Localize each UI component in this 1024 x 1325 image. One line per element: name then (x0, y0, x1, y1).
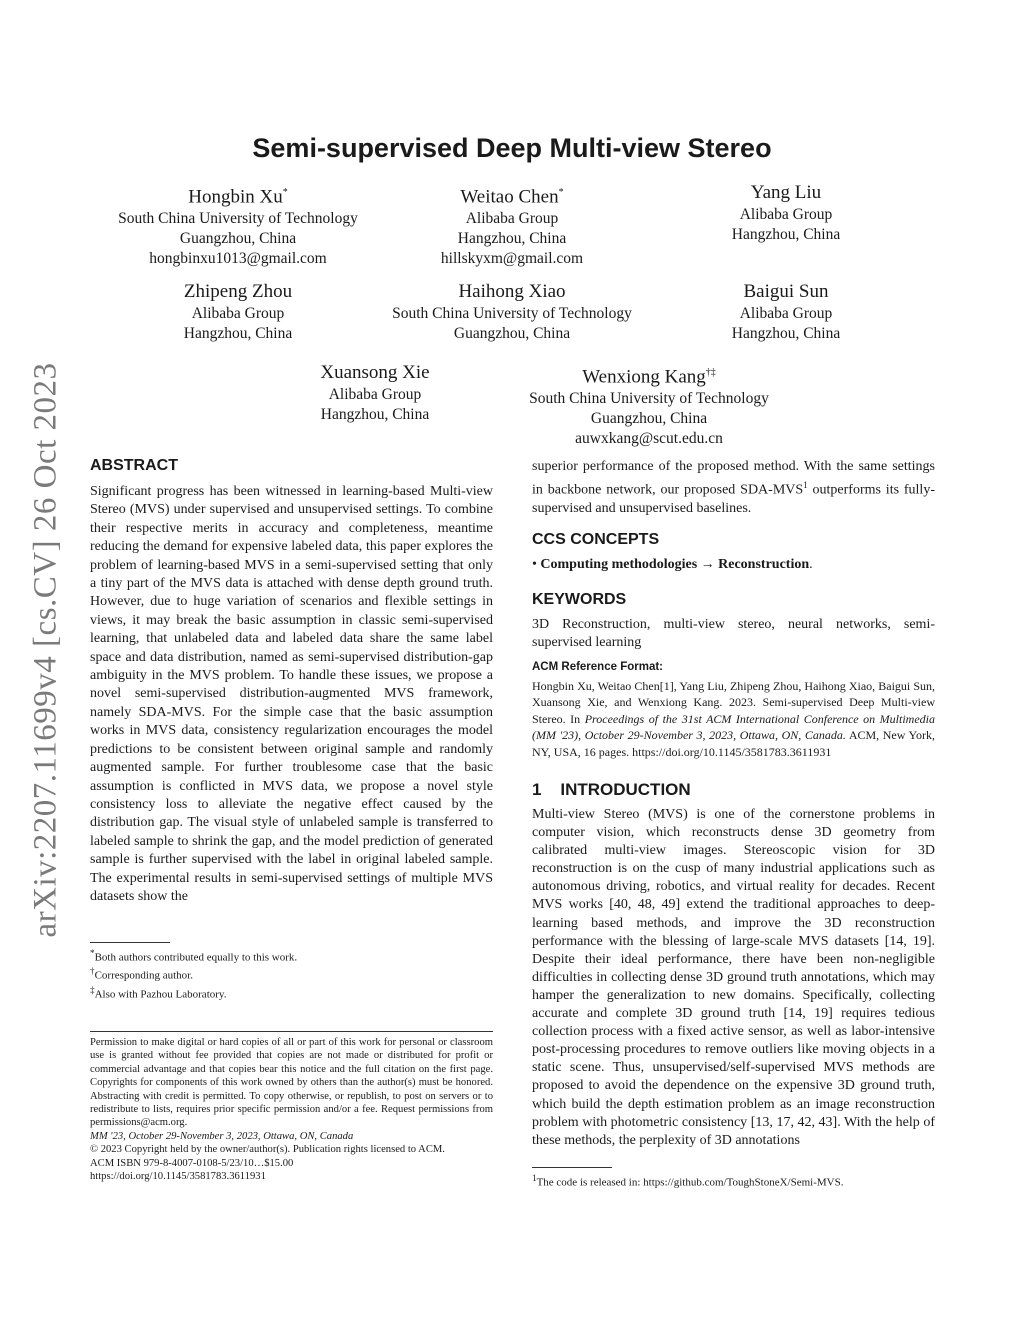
author-block (362, 181, 662, 269)
permission-rule (90, 1031, 493, 1032)
acm-ref-text: Hongbin Xu, Weitao Chen[1], Yang Liu, Zhipeng Zhou, Haihong Xiao, Baigui Sun, Xuansong Xie, and Wenxiong Kang. 2023. Semi-supervised Deep Multi-view Stereo. In Proceedings of the 31st ACM International Conference on Multimedia (MM '23), October 29-November 3, 2023, Ottawa, ON, Canada. ACM, New York, NY, USA, 16 pages. https://doi.org/10.1145/3581783.3611931 (532, 679, 935, 759)
permission-doi[interactable]: https://doi.org/10.1145/3581783.3611931 (90, 1171, 266, 1183)
author-name: Hongbin Xu* (188, 186, 288, 208)
footnote-right: $^1$The code is released in: https://github.com/ToughStoneX/Semi-MVS. (532, 1173, 844, 1189)
author-name: Yang Liu (750, 182, 822, 203)
author-block (636, 280, 936, 344)
author-affiliation: South China University of Technology (118, 210, 358, 228)
author-block (88, 280, 388, 344)
paper-title: Semi-supervised Deep Multi-view Stereo (252, 133, 772, 163)
author-affiliation: Alibaba Group (191, 305, 285, 322)
footnote-rule (90, 942, 170, 943)
author-affiliation: Alibaba Group (739, 305, 833, 322)
author-name: Wenxiong Kang†‡ (582, 366, 716, 388)
footnote: ‡Also with Pazhou Laboratory. (90, 984, 227, 1001)
permission-isbn: ACM ISBN 979-8-4007-0108-5/23/10…$15.00 (90, 1157, 294, 1169)
author-affiliation: Alibaba Group (739, 206, 833, 223)
ccs-heading: CCS CONCEPTS (532, 531, 660, 548)
arxiv-stamp-text: arXiv:2207.11699v4 [cs.CV] 26 Oct 2023 (27, 362, 64, 938)
author-name: Zhipeng Zhou (183, 281, 293, 302)
author-email: hongbinxu1013@gmail.com (149, 250, 327, 268)
author-affiliation: South China University of Technology (392, 305, 632, 322)
footnote: †Corresponding author. (90, 966, 193, 982)
author-location: Hangzhou, China (320, 406, 430, 423)
acm-ref-label: ACM Reference Format: (532, 661, 663, 673)
author-name: Haihong Xiao (458, 281, 566, 302)
permission-venue: MM '23, October 29-November 3, 2023, Ottawa, ON, Canada (90, 1130, 354, 1142)
permission-text: Permission to make digital or hard copies of all or part of this work for personal or classroom use is granted without fee provided that copies are not made or distributed for profit or commercial advantage and that copies bear this notice and the full citation on the first page. Copyrights for components of this work owned by others than the author(s) must be honored. Abstracting with credit is permitted. To copy otherwise, or republish, to post on servers or to redistribute to lists, requires prior specific permission and/or a fee. Request permissions from permissions@acm.org. (90, 1037, 493, 1129)
author-location: Hangzhou, China (731, 226, 841, 243)
author-location: Guangzhou, China (179, 230, 297, 248)
author-name: Weitao Chen* (460, 186, 564, 208)
intro-heading: 1 INTRODUCTION (532, 780, 691, 799)
author-affiliation: Alibaba Group (328, 386, 422, 403)
abstract-heading: ABSTRACT (90, 457, 178, 474)
footnotes-left (90, 947, 493, 1002)
permission-block (90, 1036, 493, 1183)
keywords-text: 3D Reconstruction, multi-view stereo, neural networks, semi-supervised learning (532, 617, 935, 651)
intro-text: Multi-view Stereo (MVS) is one of the cornerstone problems in computer vision, which reconstructs dense 3D geometry from calibrated multi-view images. Stereoscopic vision for 3D reconstruction is on the cusp of many industrial applications such as autonomous driving, robotics, and virtual reality for decades. Recent MVS works [40, 48, 49] extend the traditional approaches to deep-learning based methods, and improve the 3D reconstruction performance with the blessing of large-scale MVS datasets [14, 19]. Despite their ideal performance, there have been non-negligible difficulties in collecting dense 3D ground truth annotations, which may hamper the generalization to new domains. Specifically, collecting accurate and complete 3D ground truth [14, 19] requires tedious collection process with a fixed active sensor, as well as labor-intensive post-processing procedures to remove outliers like moving objects in a static scene. Thus, unsupervised/self-supervised MVS methods are proposed to avoid the dependence on the expensive 3D ground truth, which build the depth estimation problem as an image reconstruction problem with photometric consistency [13, 17, 42, 43]. With the help of these methods, the perplexity of 3D annotations (532, 807, 935, 1148)
ccs-concepts: • Computing methodologies → Reconstruction. (532, 557, 813, 572)
author-location: Guangzhou, China (453, 325, 571, 342)
author-block (88, 181, 388, 269)
author-location: Guangzhou, China (590, 410, 708, 428)
author-location: Hangzhou, China (183, 325, 293, 342)
author-affiliation: Alibaba Group (465, 210, 559, 228)
author-name: Baigui Sun (743, 281, 829, 302)
keywords-heading: KEYWORDS (532, 591, 627, 608)
abstract-text: Significant progress has been witnessed in learning-based Multi-view Stereo (MVS) under supervised and unsupervised settings. To combine their respective merits in accuracy and completeness, meantime reducing the demand for expensive labeled data, this paper explores the problem of learning-based MVS in a semi-supervised setting that only a tiny part of the MVS data is attached with dense depth ground truth. However, due to huge variation of scenarios and flexible settings in views, it may break the basic assumption in classic semi-supervised learning, that unlabeled data and labeled data share the same label space and data distribution, named as semi-supervised distribution-gap ambiguity in the MVS problem. To handle these issues, we propose a novel semi-supervised distribution-augmented MVS framework, namely SDA-MVS. For the simple case that the basic assumption works in MVS data, consistency regularization encourages the model predictions to be consistent between original sample and randomly augmented sample. For further troublesome case that the basic assumption is conflicted in MVS data, we propose a novel style consistency loss to alleviate the negative effect caused by the distribution gap. The visual style of unlabeled sample is transferred to labeled sample to shrink the gap, and the model prediction of generated sample is further supervised with the label in original labeled sample. The experimental results in semi-supervised settings of multiple MVS datasets show the (90, 484, 493, 904)
author-location: Hangzhou, China (457, 230, 567, 248)
author-block (225, 361, 525, 425)
author-block (362, 280, 662, 344)
author-affiliation: South China University of Technology (529, 390, 769, 408)
author-location: Hangzhou, China (731, 325, 841, 342)
abstract-continued: superior performance of the proposed method. With the same settings in backbone network, our proposed SDA-MVS$^1$ outperforms its fully-supervised and unsupervised baselines. (532, 459, 935, 517)
author-name: Xuansong Xie (320, 362, 430, 383)
arxiv-stamp (28, 355, 64, 945)
author-block (499, 361, 799, 449)
author-email: auwxkang@scut.edu.cn (575, 430, 723, 448)
footnote: *Both authors contributed equally to this work. (90, 948, 298, 964)
permission-copyright: © 2023 Copyright held by the owner/author(s). Publication rights licensed to ACM. (90, 1144, 445, 1156)
footnote-rule (532, 1167, 612, 1168)
author-email: hillskyxm@gmail.com (440, 250, 584, 268)
author-block (636, 181, 936, 245)
